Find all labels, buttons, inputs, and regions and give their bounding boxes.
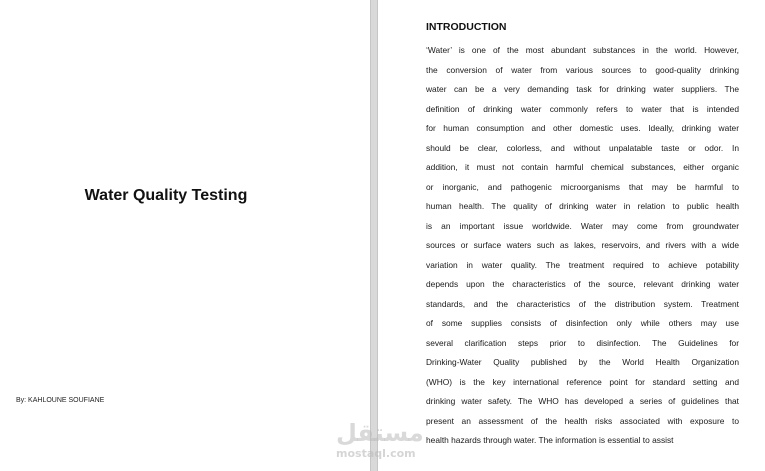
- paragraph-line: definition of drinking water commonly refers to water that is intended: [426, 103, 739, 114]
- paragraph-line: water can be a very demanding task for drinking water suppliers. The: [426, 84, 739, 94]
- page-gutter: [370, 0, 378, 471]
- paragraph-line: drinking water safety. The WHO has developed a series of guidelines that: [426, 396, 739, 406]
- author-byline: By: KAHLOUNE SOUFIANE: [16, 397, 105, 404]
- section-heading: INTRODUCTION: [426, 21, 507, 33]
- paragraph-line: is an important issue worldwide. Water may come from groundwater: [426, 220, 739, 231]
- paragraph-line: or inorganic, and pathogenic microorganisms that may be harmful to: [426, 181, 739, 192]
- document-title: Water Quality Testing: [84, 187, 248, 204]
- paragraph-line: standards, and the characteristics of the distribution system. Treatment: [426, 298, 739, 309]
- watermark-logo: [336, 418, 424, 468]
- body-paragraph: [426, 41, 739, 451]
- paragraph-line: variation in water quality. The treatment required to achieve potability: [426, 259, 739, 270]
- paragraph-line: of some supplies consists of disinfection only while others may use: [426, 318, 739, 328]
- paragraph-line: Drinking-Water Quality published by the World Health Organization: [426, 357, 739, 367]
- left-page: [0, 0, 370, 471]
- paragraph-line: ‘Water’ is one of the most abundant substances in the world. However,: [426, 45, 739, 55]
- paragraph-line: present an assessment of the health risks associated with exposure to: [426, 415, 739, 426]
- paragraph-line: human health. The quality of drinking water in relation to public health: [426, 201, 739, 211]
- paragraph-line: for human consumption and other domestic uses. Ideally, drinking water: [426, 123, 739, 133]
- watermark-arabic-text: مستقل: [336, 419, 424, 447]
- paragraph-line: (WHO) is the key international reference point for standard setting and: [426, 376, 739, 387]
- paragraph-line: several clarification steps prior to disinfection. The Guidelines for: [426, 337, 739, 348]
- paragraph-line: health hazards through water. The information is essential to assist: [426, 435, 674, 445]
- watermark-latin-text: mostaql.com: [336, 447, 416, 460]
- right-page: [378, 0, 765, 471]
- paragraph-line: the conversion of water from various sources to good-quality drinking: [426, 64, 739, 75]
- paragraph-line: should be clear, colorless, and without unpalatable taste or odor. In: [426, 142, 739, 153]
- paragraph-line: addition, it must not contain harmful chemical substances, either organic: [426, 162, 739, 172]
- paragraph-line: depends upon the characteristics of the source, relevant drinking water: [426, 279, 739, 289]
- paragraph-line: sources or surface waters such as lakes, reservoirs, and rivers with a wide: [426, 240, 739, 250]
